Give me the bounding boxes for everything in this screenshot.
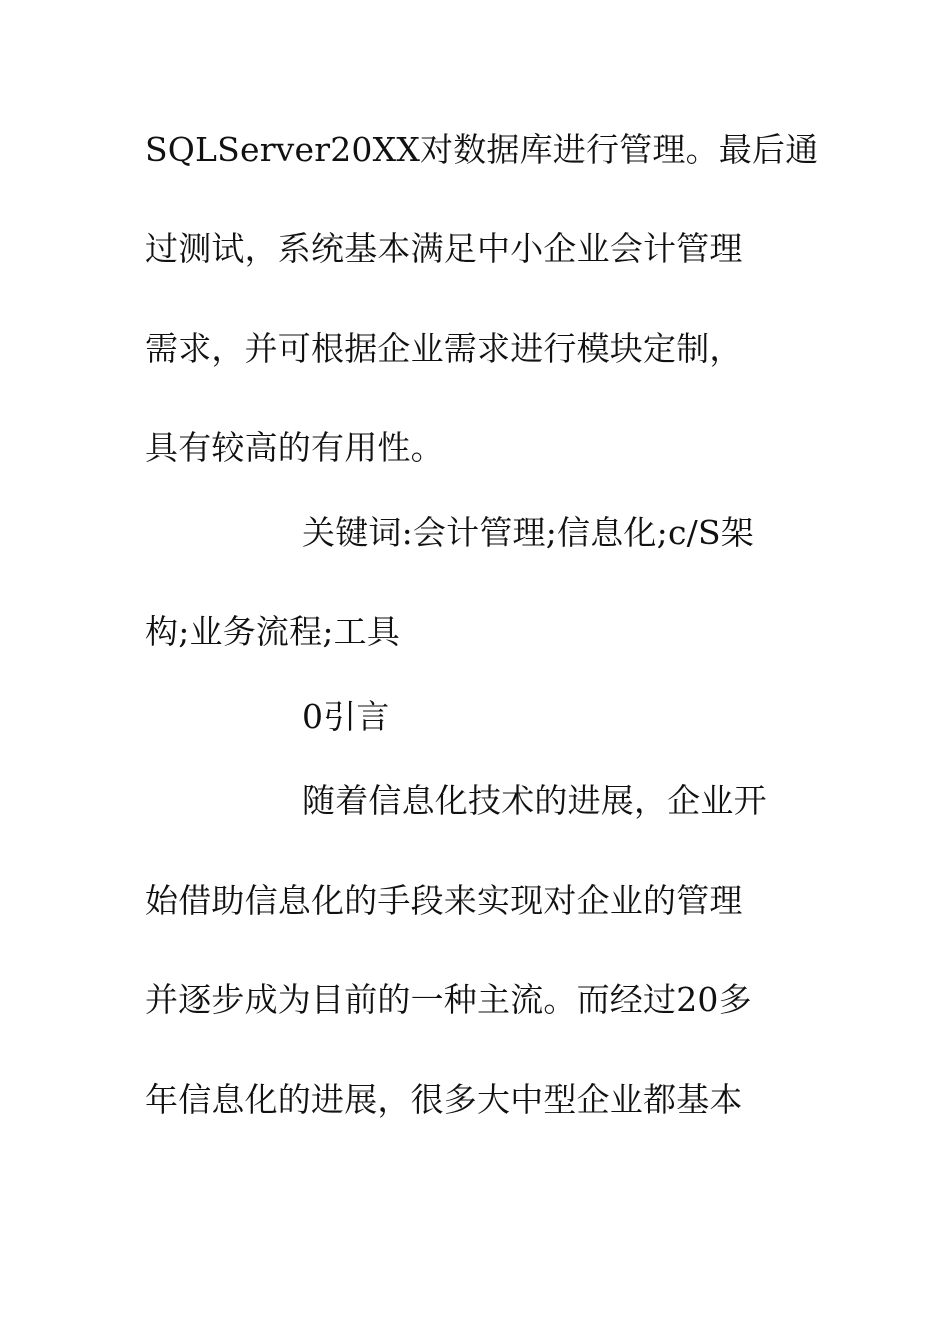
keywords-line-1: 关键词:会计管理;信息化;c/S架 xyxy=(302,513,754,552)
abstract-line-1: SQLServer20XX对数据库进行管理。最后通 xyxy=(145,130,819,169)
abstract-line-3: 需求，并可根据企业需求进行模块定制， xyxy=(145,329,743,368)
section-heading: 0引言 xyxy=(302,697,390,736)
intro-line-2: 始借助信息化的手段来实现对企业的管理 xyxy=(145,881,743,920)
abstract-line-4: 具有较高的有用性。 xyxy=(145,428,444,467)
intro-line-3: 并逐步成为目前的一种主流。而经过20多 xyxy=(145,980,752,1019)
intro-line-1: 随着信息化技术的进展，企业开 xyxy=(302,781,767,820)
keywords-line-2: 构;业务流程;工具 xyxy=(145,612,401,651)
abstract-line-2: 过测试，系统基本满足中小企业会计管理 xyxy=(145,229,743,268)
intro-line-4: 年信息化的进展，很多大中型企业都基本 xyxy=(145,1080,743,1119)
